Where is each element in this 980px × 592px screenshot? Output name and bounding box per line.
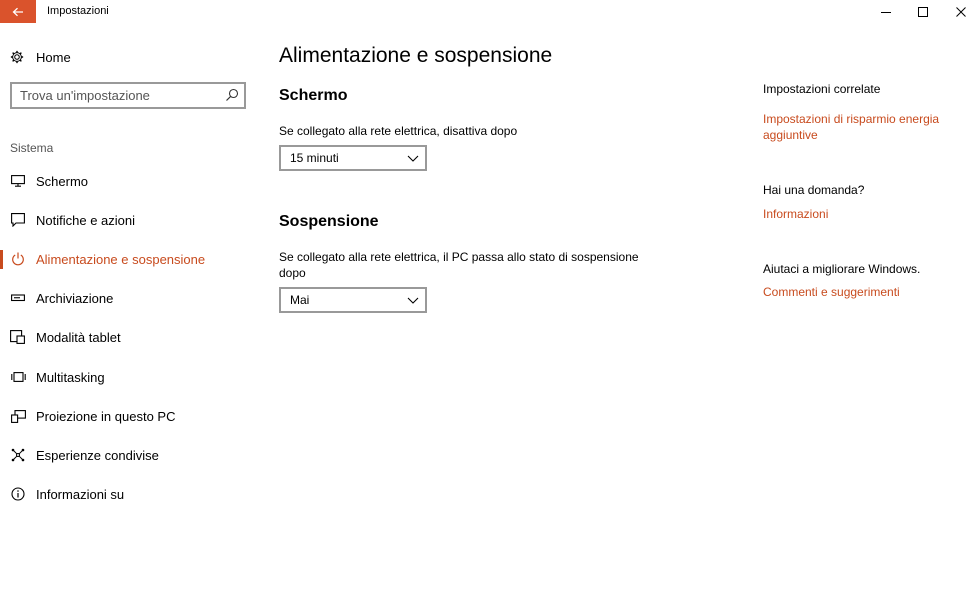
related-settings-heading: Impostazioni correlate: [763, 82, 881, 96]
close-button[interactable]: [941, 0, 980, 23]
sidebar-item-archiviazione[interactable]: [0, 279, 260, 317]
maximize-icon: [918, 7, 928, 17]
sidebar-item-notifiche[interactable]: [0, 201, 260, 239]
screen-timeout-value: 15 minuti: [290, 151, 339, 165]
minimize-button[interactable]: [866, 0, 906, 23]
link-line1: Impostazioni di risparmio energia: [763, 112, 940, 126]
projection-icon: [11, 410, 26, 423]
additional-power-settings-link[interactable]: [763, 111, 963, 143]
home-label: Home: [36, 49, 71, 65]
sidebar-home[interactable]: [10, 48, 71, 66]
screen-description: Se collegato alla rete elettrica, disattiva dopo: [279, 124, 518, 138]
close-icon: [956, 7, 966, 17]
improve-heading: Aiutaci a migliorare Windows.: [763, 262, 921, 276]
chevron-down-icon: [407, 295, 419, 305]
feedback-link[interactable]: Commenti e suggerimenti: [763, 285, 900, 299]
multitasking-icon: [11, 372, 26, 382]
active-indicator: [0, 250, 3, 269]
link-line2: aggiuntive: [763, 128, 818, 142]
section-label: Sistema: [10, 141, 54, 155]
shared-icon: [11, 448, 25, 462]
maximize-button[interactable]: [903, 0, 943, 23]
tablet-icon: [10, 330, 26, 344]
sidebar-item-label: Proiezione in questo PC: [36, 408, 176, 424]
sidebar-item-label: Archiviazione: [36, 290, 114, 306]
search-box[interactable]: [10, 82, 246, 109]
sleep-description: [279, 249, 639, 281]
sleep-timeout-value: Mai: [290, 293, 310, 307]
back-button[interactable]: [0, 0, 36, 23]
sidebar-item-label: Esperienze condivise: [36, 447, 159, 463]
sidebar-item-informazioni[interactable]: [0, 475, 260, 513]
sidebar-item-label: Notifiche e azioni: [36, 212, 135, 228]
sidebar-item-schermo[interactable]: [0, 162, 260, 200]
question-heading: Hai una domanda?: [763, 183, 865, 197]
window-title: Impostazioni: [47, 5, 109, 17]
sidebar-item-alimentazione[interactable]: [0, 240, 260, 278]
power-icon: [11, 252, 25, 266]
screen-timeout-dropdown[interactable]: [279, 145, 427, 171]
search-icon[interactable]: [225, 88, 239, 102]
sidebar-item-label: Modalità tablet: [36, 329, 121, 345]
help-link[interactable]: Informazioni: [763, 207, 829, 221]
sleep-description-line2: dopo: [279, 266, 306, 280]
chevron-down-icon: [407, 153, 419, 163]
search-input[interactable]: [12, 84, 217, 107]
section-heading-schermo: Schermo: [279, 87, 348, 104]
arrow-left-icon: [12, 7, 24, 17]
sleep-description-line1: Se collegato alla rete elettrica, il PC passa allo stato di sospensione: [279, 250, 639, 264]
monitor-icon: [11, 175, 25, 187]
section-heading-sospensione: Sospensione: [279, 213, 379, 230]
title-bar: [0, 0, 980, 23]
sidebar-item-proiezione[interactable]: [0, 397, 260, 435]
info-icon: [11, 487, 25, 501]
sleep-timeout-dropdown[interactable]: [279, 287, 427, 313]
gear-icon: [10, 50, 24, 64]
sidebar-item-tablet[interactable]: [0, 318, 260, 356]
storage-icon: [11, 294, 25, 302]
page-title: Alimentazione e sospensione: [279, 44, 553, 67]
sidebar-item-label: Multitasking: [36, 369, 105, 385]
notification-icon: [11, 213, 25, 227]
sidebar-item-label: Alimentazione e sospensione: [36, 251, 206, 267]
sidebar-item-multitasking[interactable]: [0, 358, 260, 396]
sidebar-item-label: Informazioni su: [36, 486, 125, 502]
sidebar-item-esperienze[interactable]: [0, 436, 260, 474]
sidebar-item-label: Schermo: [36, 173, 89, 189]
minimize-icon: [881, 7, 891, 17]
